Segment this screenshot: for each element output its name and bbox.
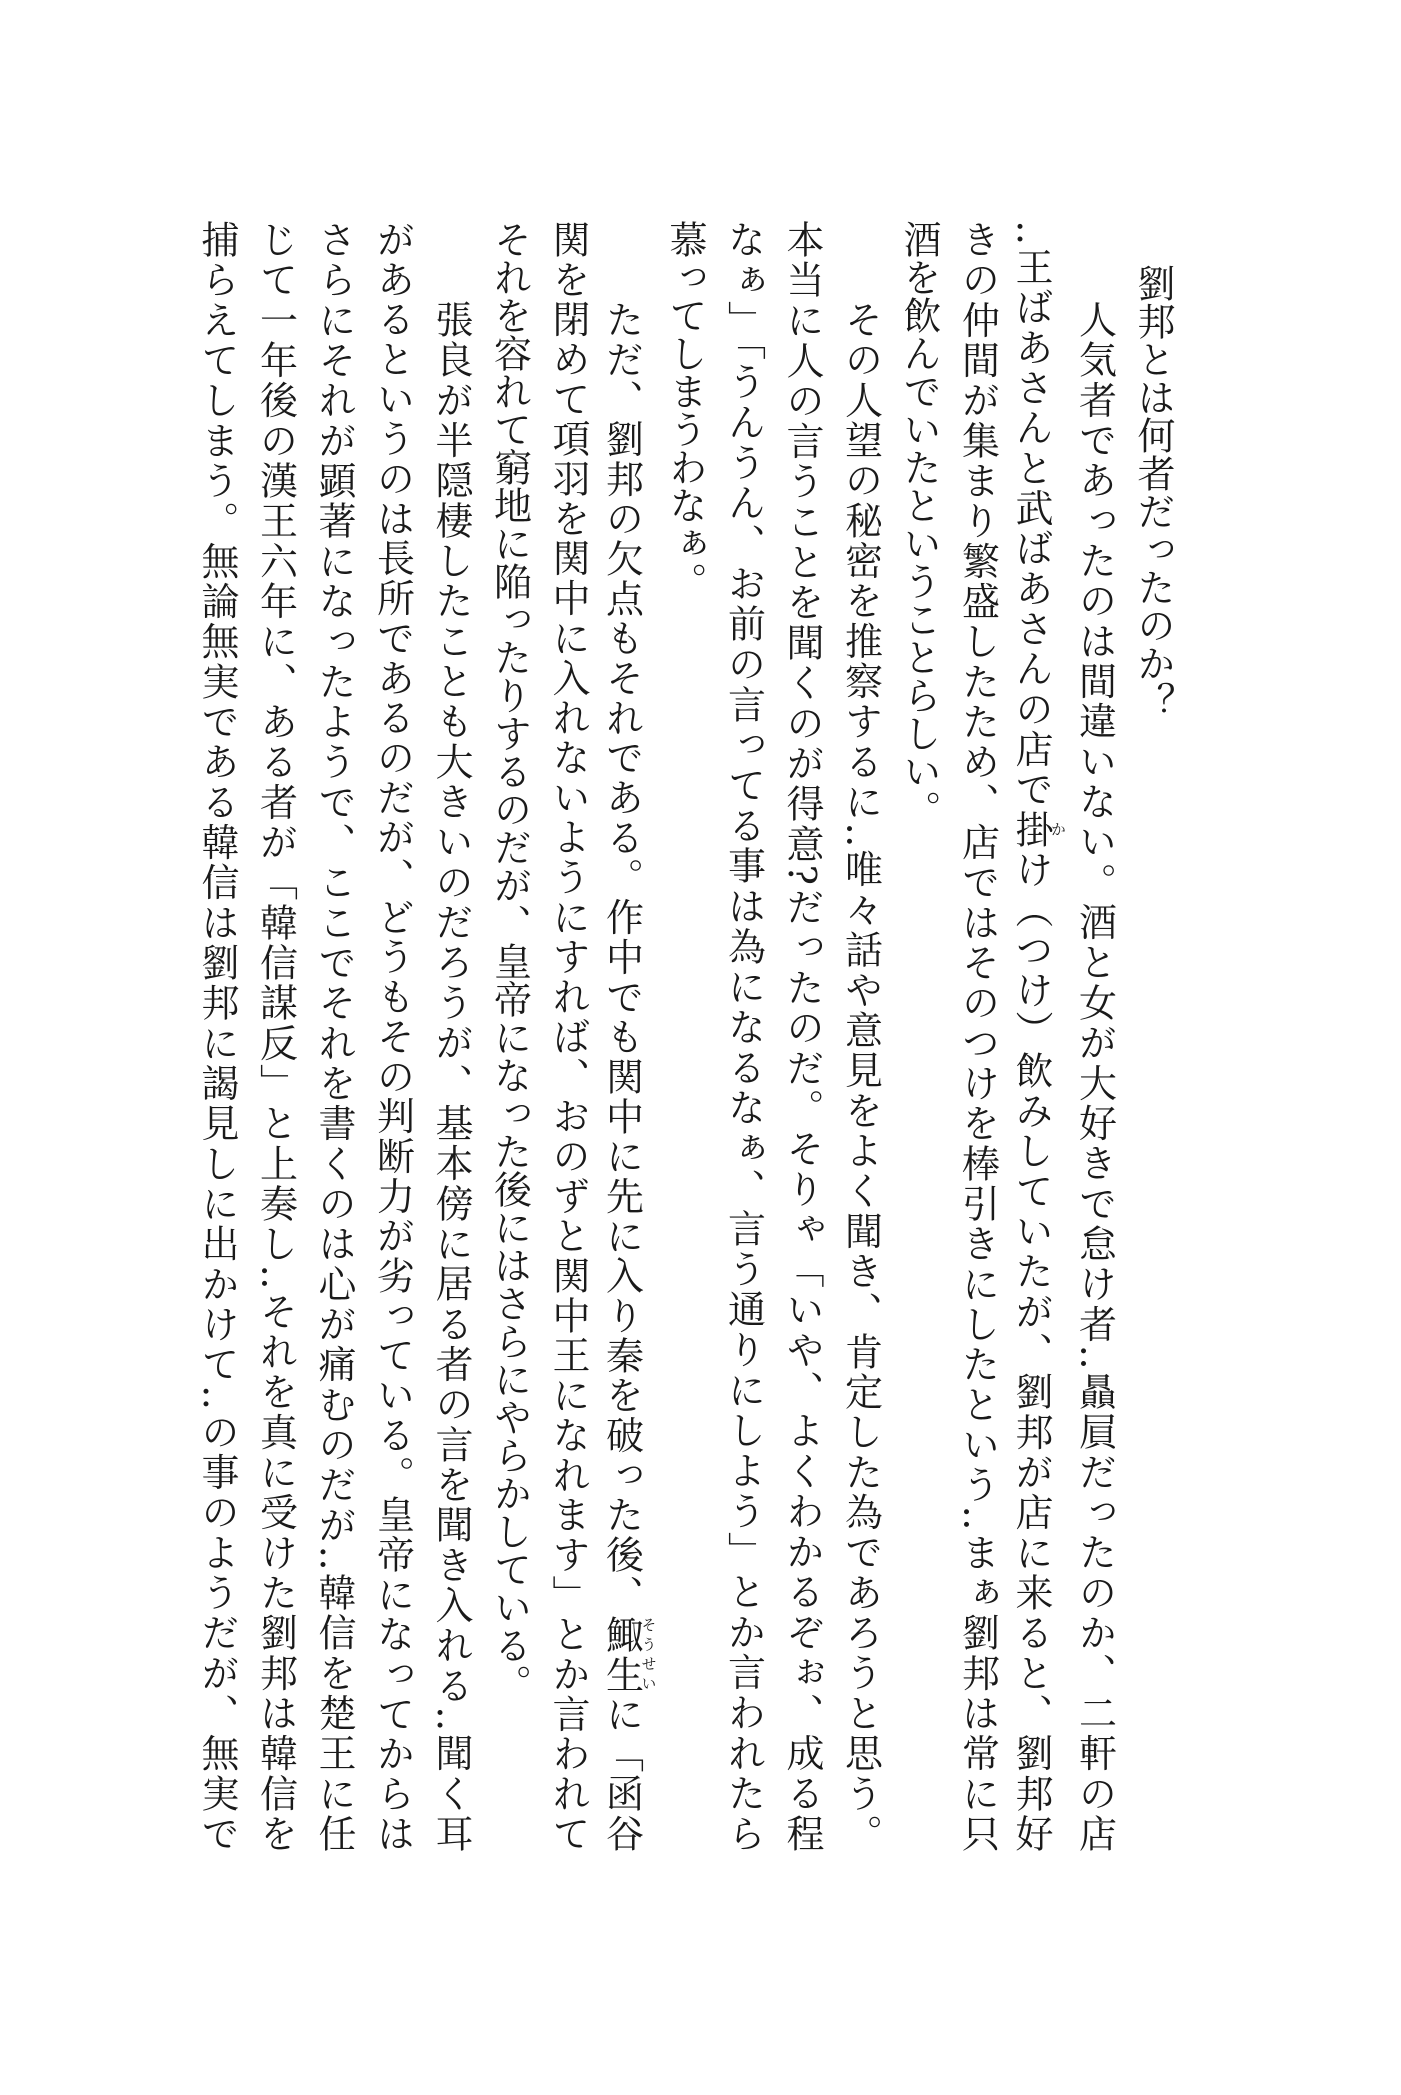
text-column <box>772 220 832 1852</box>
text-segment: じて一年後の漢王六年に、ある者が「韓信謀反」と上奏し‥それを真に受けた劉邦は韓信を <box>253 220 298 1852</box>
text-column <box>597 220 657 1852</box>
text-segment: があるというのは長所であるのだが、どうもその判断力が劣っている。皇帝になってからは <box>370 220 415 1853</box>
text-column <box>421 220 481 1852</box>
text-segment: 張良が半隠棲したことも大きいのだろうが、基本傍に居る者の言を聞き入れる‥聞く耳 <box>429 300 473 1852</box>
text-column <box>831 220 891 1852</box>
page-title <box>1123 220 1183 1852</box>
text-segment: きの仲間が集まり繁盛したため、店ではそのつけを棒引きにしたという‥まぁ劉邦は常に只 <box>955 220 1000 1852</box>
text-column <box>948 220 1008 1852</box>
text-segment: 人気者であったのは間違いない。酒と女が大好きで怠け者‥贔屓だったのか、二軒の店 <box>1072 300 1117 1852</box>
text-segment: 酒を飲んでいたということらしい。 <box>897 220 941 828</box>
ruby-annotated-word <box>1009 809 1067 851</box>
ruby-base: 鯫生 <box>599 1614 644 1695</box>
text-column <box>187 220 247 1852</box>
text-segment: それを容れて窮地に陥ったりするのだが、皇帝になった後にはさらにやらかしている。 <box>487 220 532 1702</box>
text-segment: なぁ」「うんうん、お前の言ってる事は為になるなぁ、言う通りにしよう」とか言われたら <box>721 220 766 1852</box>
text-segment: ‥王ばあさんと武ばあさんの店で <box>1009 220 1053 810</box>
ruby-reading: そうせい <box>639 1614 658 1693</box>
text-column <box>304 220 364 1852</box>
text-column <box>363 220 423 1852</box>
text-column <box>538 220 598 1852</box>
text-column <box>655 220 715 1852</box>
text-segment: 慕ってしまうわなぁ。 <box>663 220 707 600</box>
text-segment: その人望の秘密を推察するに‥唯々話や意見をよく聞き、肯定した為であろうと思う。 <box>838 300 883 1852</box>
text-segment: ただ、劉邦の欠点もそれである。作中でも関中に先に入り秦を破った後、 <box>599 300 644 1615</box>
text-segment: に「函谷 <box>599 1694 644 1853</box>
text-segment: 関を閉めて項羽を関中に入れないようにすれば、おのずと関中王になれます」とか言われて <box>546 220 590 1852</box>
text-column <box>1006 220 1066 1852</box>
text-column <box>246 220 306 1852</box>
text-segment: け（つけ）飲みしていたが、劉邦が店に来ると、劉邦好 <box>1009 850 1053 1852</box>
text-column <box>714 220 774 1852</box>
text-column <box>889 220 949 1852</box>
ruby-reading: か <box>1049 809 1067 848</box>
text-column <box>480 220 540 1852</box>
text-segment: 本当に人の言うことを聞くのが得意?だったのだ。そりゃ「いや、よくわかるぞぉ、成る程 <box>780 220 824 1852</box>
text-segment: さらにそれが顕著になったようで、ここでそれを書くのは心が痛むのだが‥韓信を楚王に任 <box>312 220 356 1852</box>
text-column <box>1065 220 1125 1852</box>
text-segment: 劉邦とは何者だったのか？ <box>1131 264 1175 720</box>
ruby-base: 掛 <box>1009 809 1053 851</box>
text-segment: 捕らえてしまう。無論無実である韓信は劉邦に謁見しに出かけて‥の事のようだが、無実で <box>195 220 239 1852</box>
ruby-annotated-word <box>599 1614 658 1695</box>
